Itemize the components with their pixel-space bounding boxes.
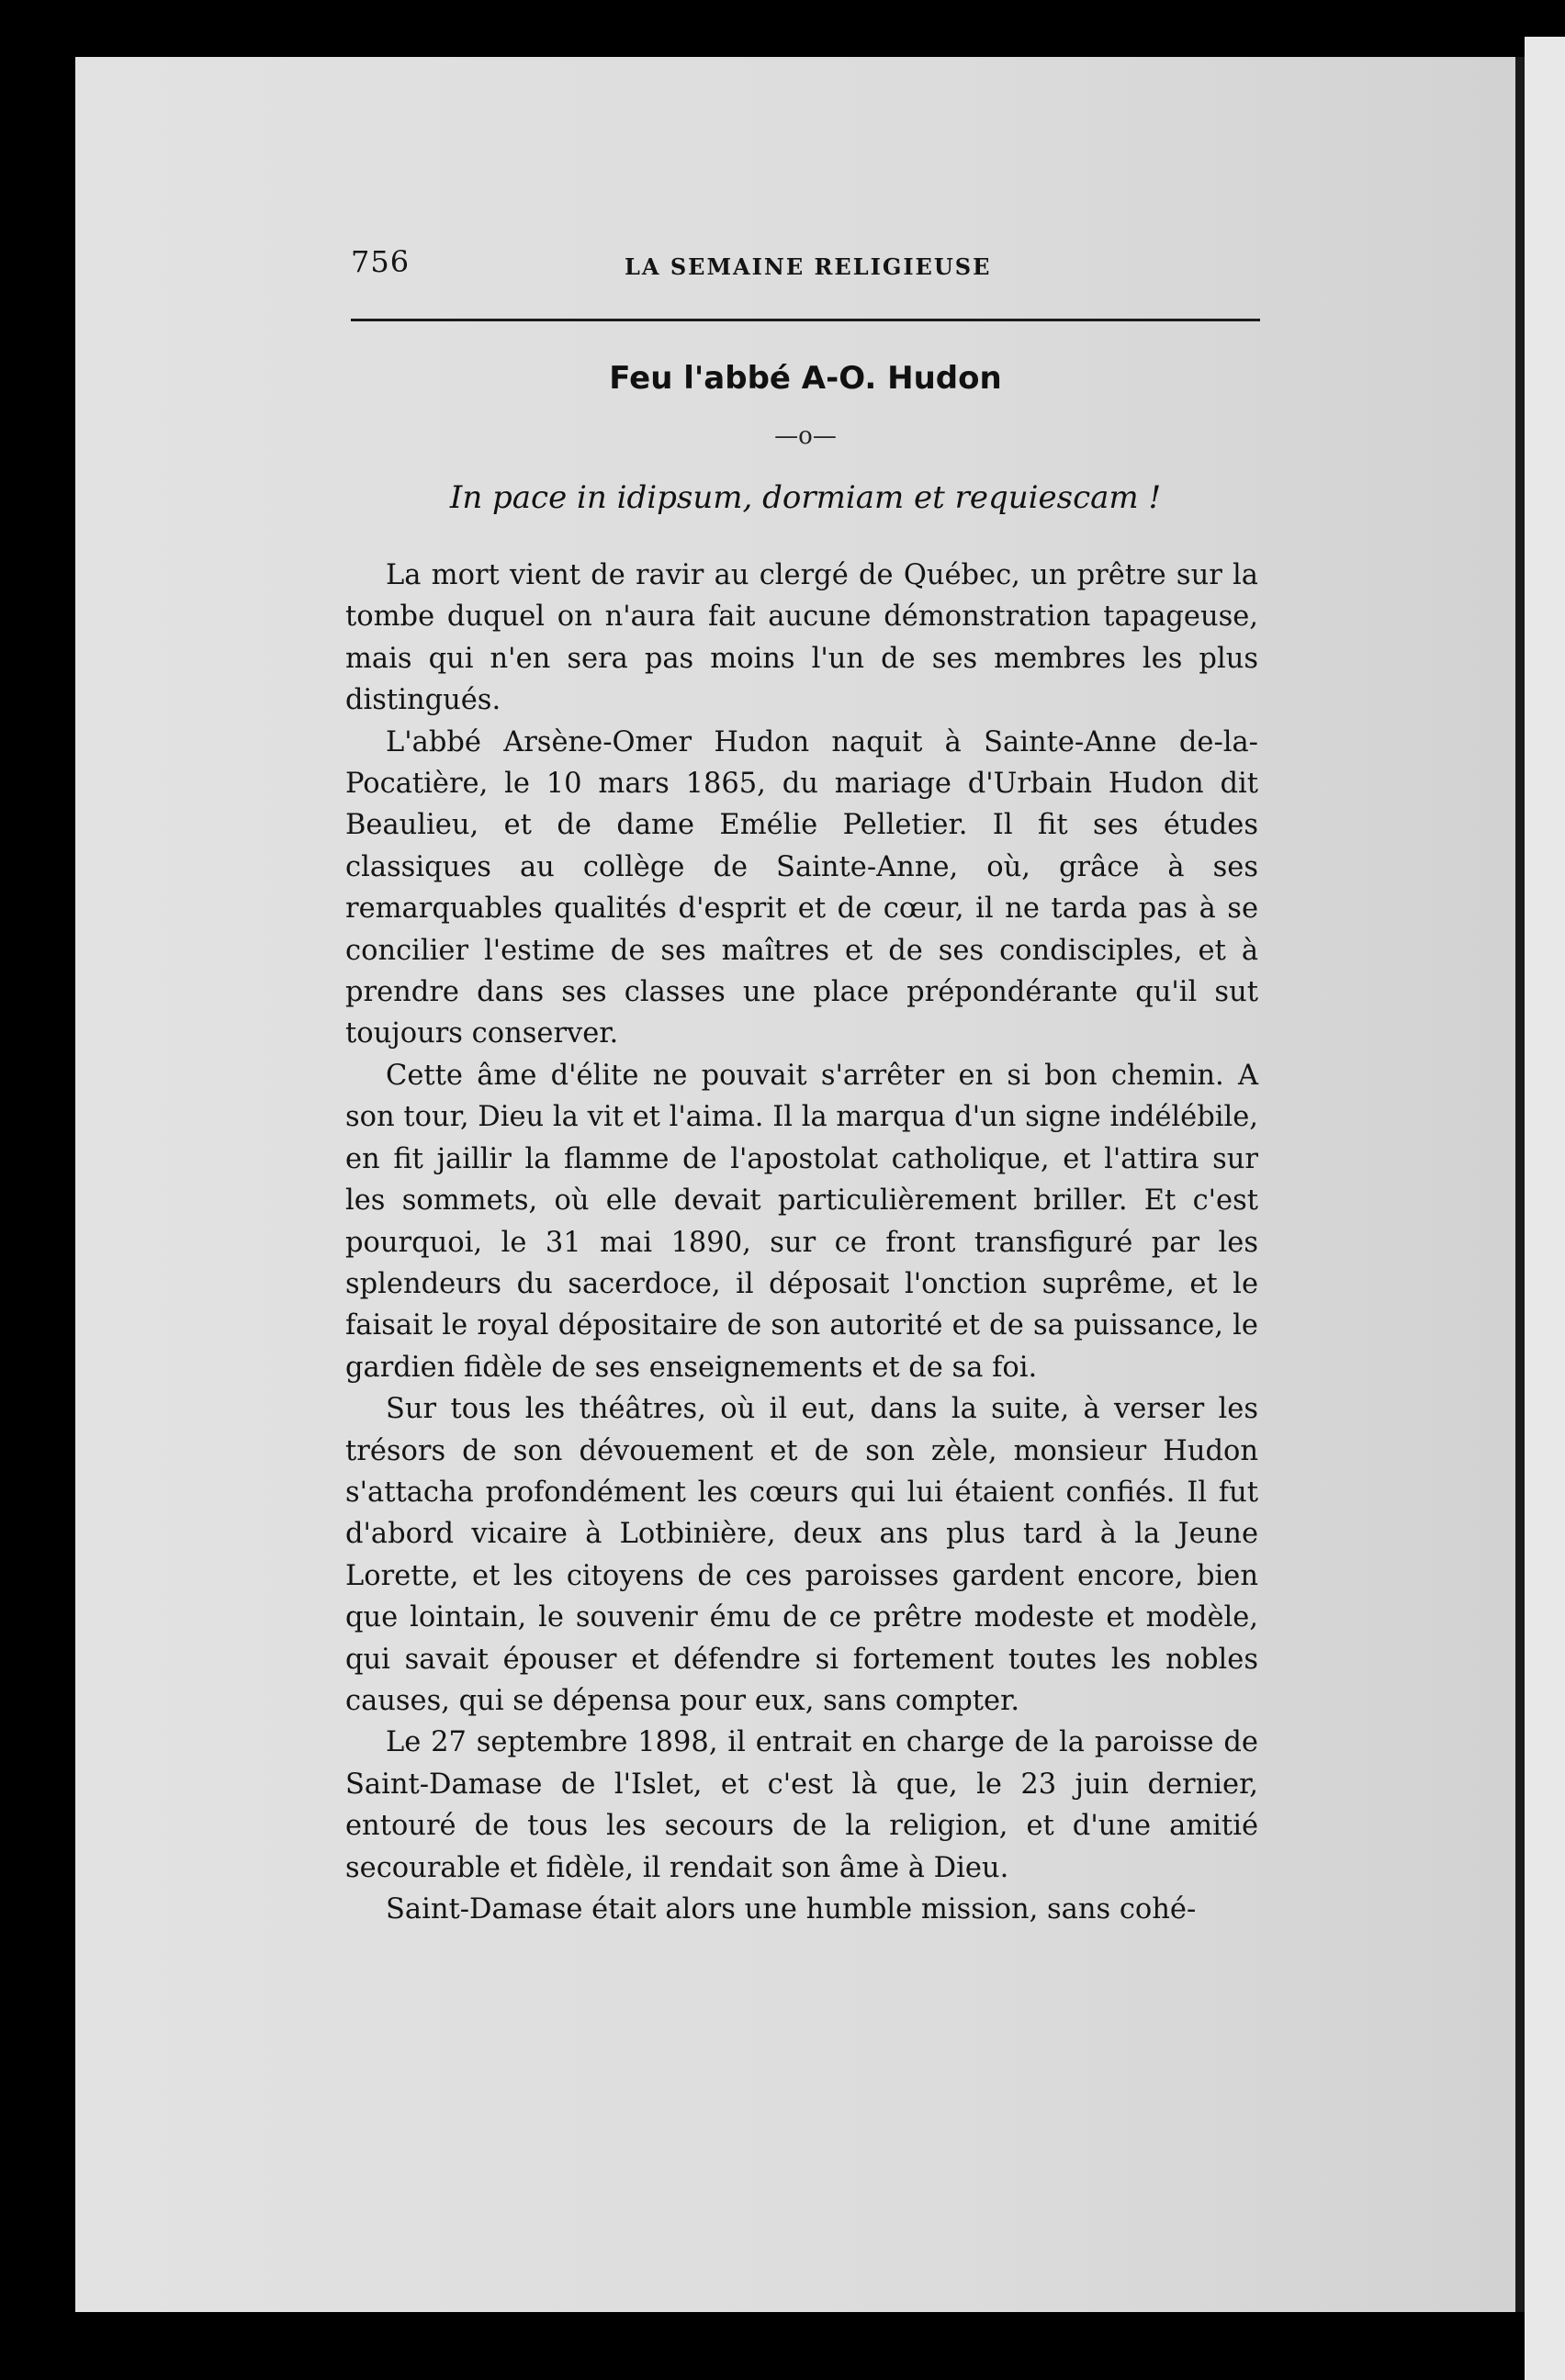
paragraph: Sur tous les théâtres, où il eut, dans la suite, à verser les trésors de son dévouement et de son zèle, monsieur Hudon s'attacha profondément les cœurs qui lui étaient confiés. Il fut d'abord vicaire à Lotbinière, deux ans plus tard à la Jeune Lorette, et les citoyens de ces paroisses gardent encore, bien que lointain, le souvenir ému de ce prêtre modeste et modèle, qui savait épouser et défendre si fortement toutes les nobles causes, qui se dépensa pour eux, sans compter. bbox=[345, 1393, 1258, 1717]
paragraph: Le 27 septembre 1898, il entrait en charge de la paroisse de Saint-Damase de l'Islet, et c'est là que, le 23 juin dernier, entouré de tous les secours de la religion, et d'une amitié secourable et fidèle, il rendait son âme à Dieu. bbox=[345, 1726, 1258, 1884]
article-body bbox=[345, 555, 1258, 1930]
header-rule bbox=[351, 319, 1260, 321]
page-number: 756 bbox=[351, 244, 411, 279]
paragraph: Saint-Damase était alors une humble mission, sans cohé- bbox=[386, 1893, 1197, 1925]
article-title: Feu l'abbé A-O. Hudon bbox=[609, 360, 1002, 397]
paragraph: L'abbé Arsène-Omer Hudon naquit à Sainte-Anne de-la-Pocatière, le 10 mars 1865, du mariage d'Urbain Hudon dit Beaulieu, et de dame Emélie Pelletier. Il fit ses études classiques au collège de Sainte-Anne, où, grâce à ses remarquables qualités d'esprit et de cœur, il ne tarda pas à se concilier l'estime de ses maîtres et de ses condisciples, et à prendre dans ses classes une place prépondérante qu'il sut toujours conserver. bbox=[345, 725, 1258, 1050]
paragraph: La mort vient de ravir au clergé de Québec, un prêtre sur la tombe duquel on n'aura fait aucune démonstration tapageuse, mais qui n'en sera pas moins l'un de ses membres les plus distingués. bbox=[345, 559, 1258, 717]
page-gutter-shadow bbox=[1515, 57, 1525, 2312]
title-ornament: —o— bbox=[774, 422, 837, 450]
facing-page-edge bbox=[1525, 37, 1565, 2380]
running-title: LA SEMAINE RELIGIEUSE bbox=[625, 253, 992, 280]
page-header bbox=[276, 244, 1258, 296]
paragraph: Cette âme d'élite ne pouvait s'arrêter en si bon chemin. A son tour, Dieu la vit et l'aima. Il la marqua d'un signe indélébile, en fit jaillir la flamme de l'apostolat catholique, et l'attira sur les sommets, où elle devait particulièrement briller. Et c'est pourquoi, le 31 mai 1890, sur ce front transfiguré par les splendeurs du sacerdoce, il déposait l'onction suprême, et le faisait le royal dépositaire de son autorité et de sa puissance, le gardien fidèle de ses enseignements et de sa foi. bbox=[345, 1059, 1258, 1384]
epigraph: In pace in idipsum, dormiam et requiescam ! bbox=[449, 479, 1162, 516]
